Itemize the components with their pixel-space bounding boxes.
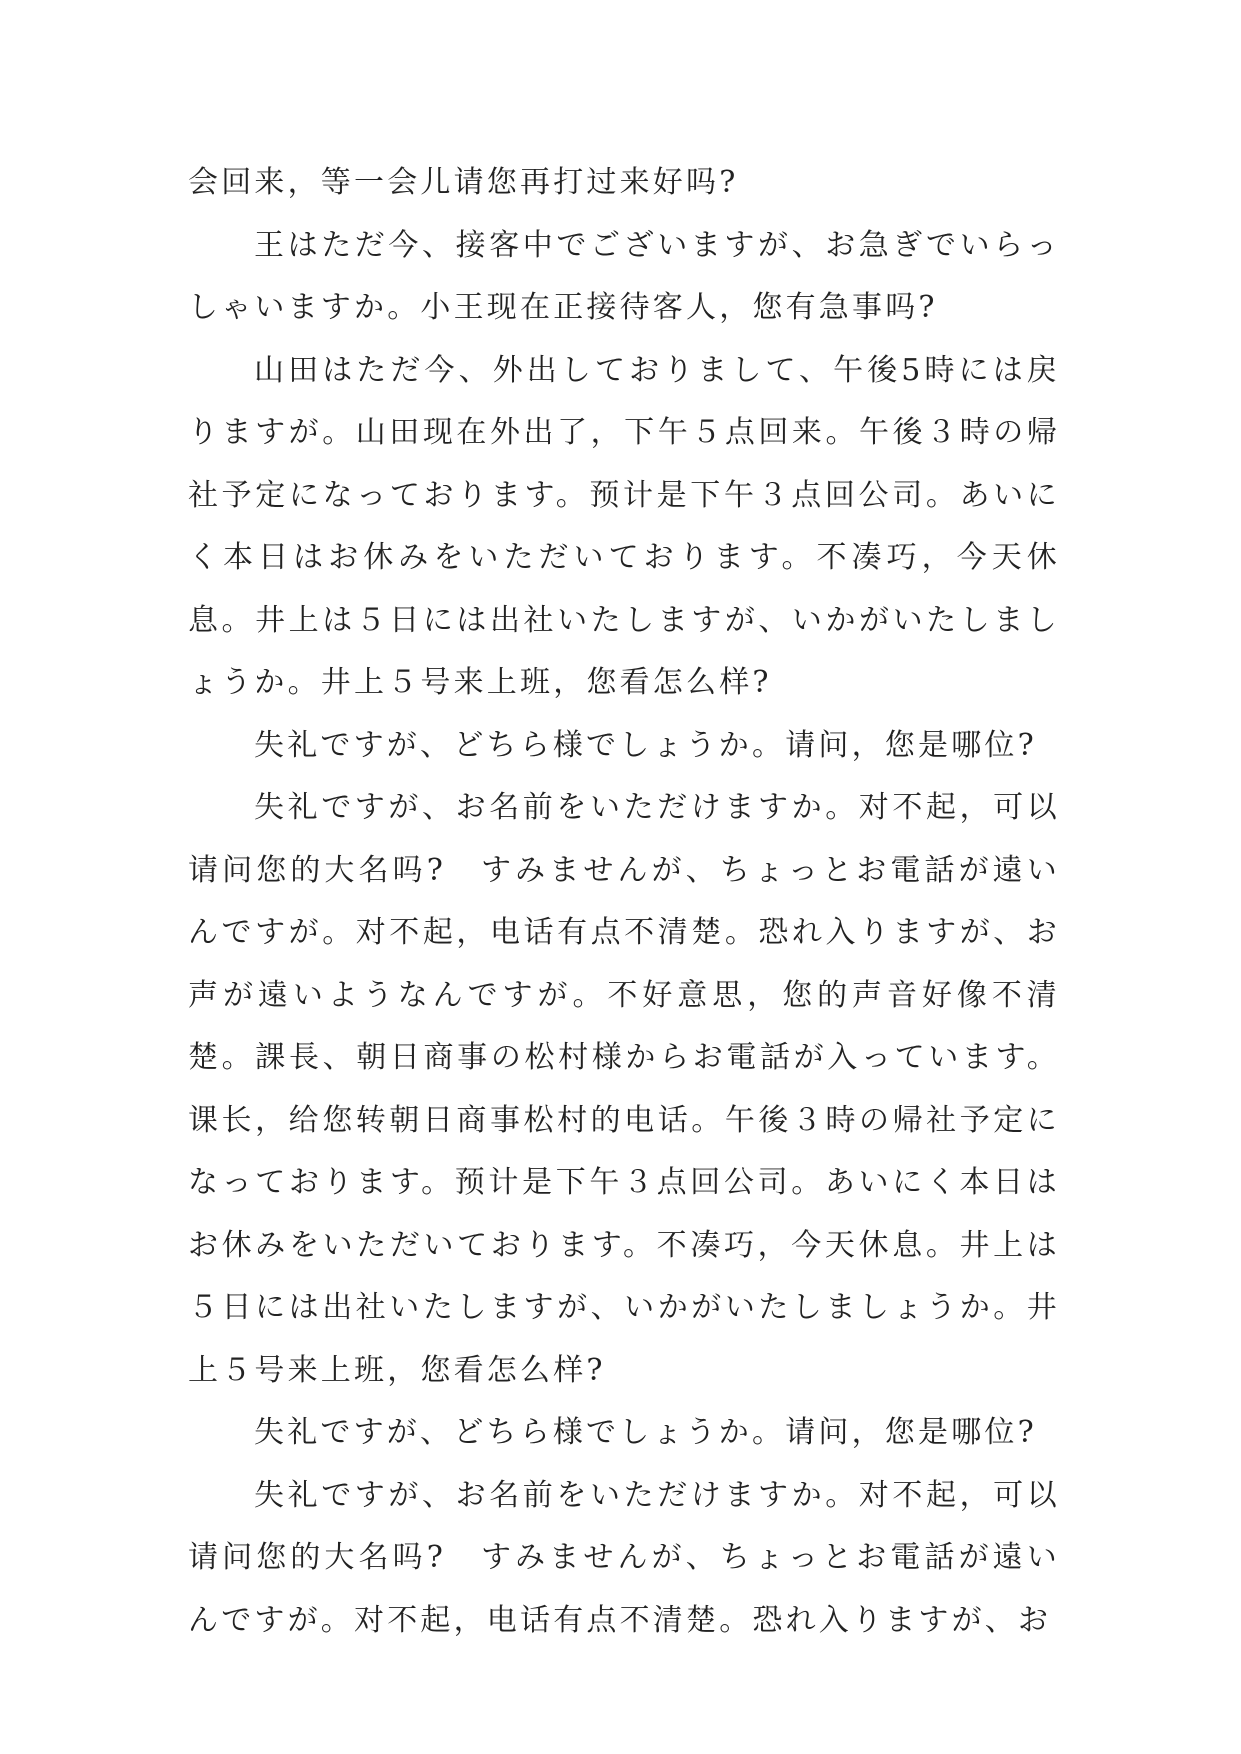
paragraph: 失礼ですが、どちら様でしょうか。请问，您是哪位? [254, 727, 1037, 763]
paragraph: 失礼ですが、お名前をいただけますか。对不起，可以请问您的大名吗? すみませんが、ちょっとお電話が遠いんですが。对不起，电话有点不清楚。恐れ入りますが、お声が遠いようなんですが。不好意思，您的声音好像不清楚。課長、朝日商事の松村様からお電話が入っています。课长，给您转朝日商事松村的电话。午後３時の帰社予定になっております。预计是下午３点回公司。あいにく本日はお休みをいただいております。不凑巧，今天休息。井上は５日には出社いたしますが、いかがいたしましょうか。井上５号来上班，您看怎么样? [188, 790, 1060, 1388]
paragraph: 山田はただ今、外出しておりまして、午後5時には戻りますが。山田现在外出了，下午５点回来。午後３時の帰社予定になっております。预计是下午３点回公司。あいにく本日はお休みをいただいております。不凑巧，今天休息。井上は５日には出社いたしますが、いかがいたしましょうか。井上５号来上班，您看怎么样? [188, 352, 1060, 700]
paragraph: 会回来，等一会儿请您再打过来好吗? [188, 165, 739, 200]
paragraph: 失礼ですが、お名前をいただけますか。对不起，可以请问您的大名吗? すみませんが、ちょっとお電話が遠いんですが。对不起，电话有点不清楚。恐れ入りますが、お [188, 1477, 1060, 1638]
paragraph: 失礼ですが、どちら様でしょうか。请问，您是哪位? [254, 1415, 1037, 1450]
paragraph: 王はただ今、接客中でございますが、お急ぎでいらっしゃいますか。小王现在正接待客人，您有急事吗? [188, 227, 1060, 325]
document-page [188, 152, 1060, 1652]
